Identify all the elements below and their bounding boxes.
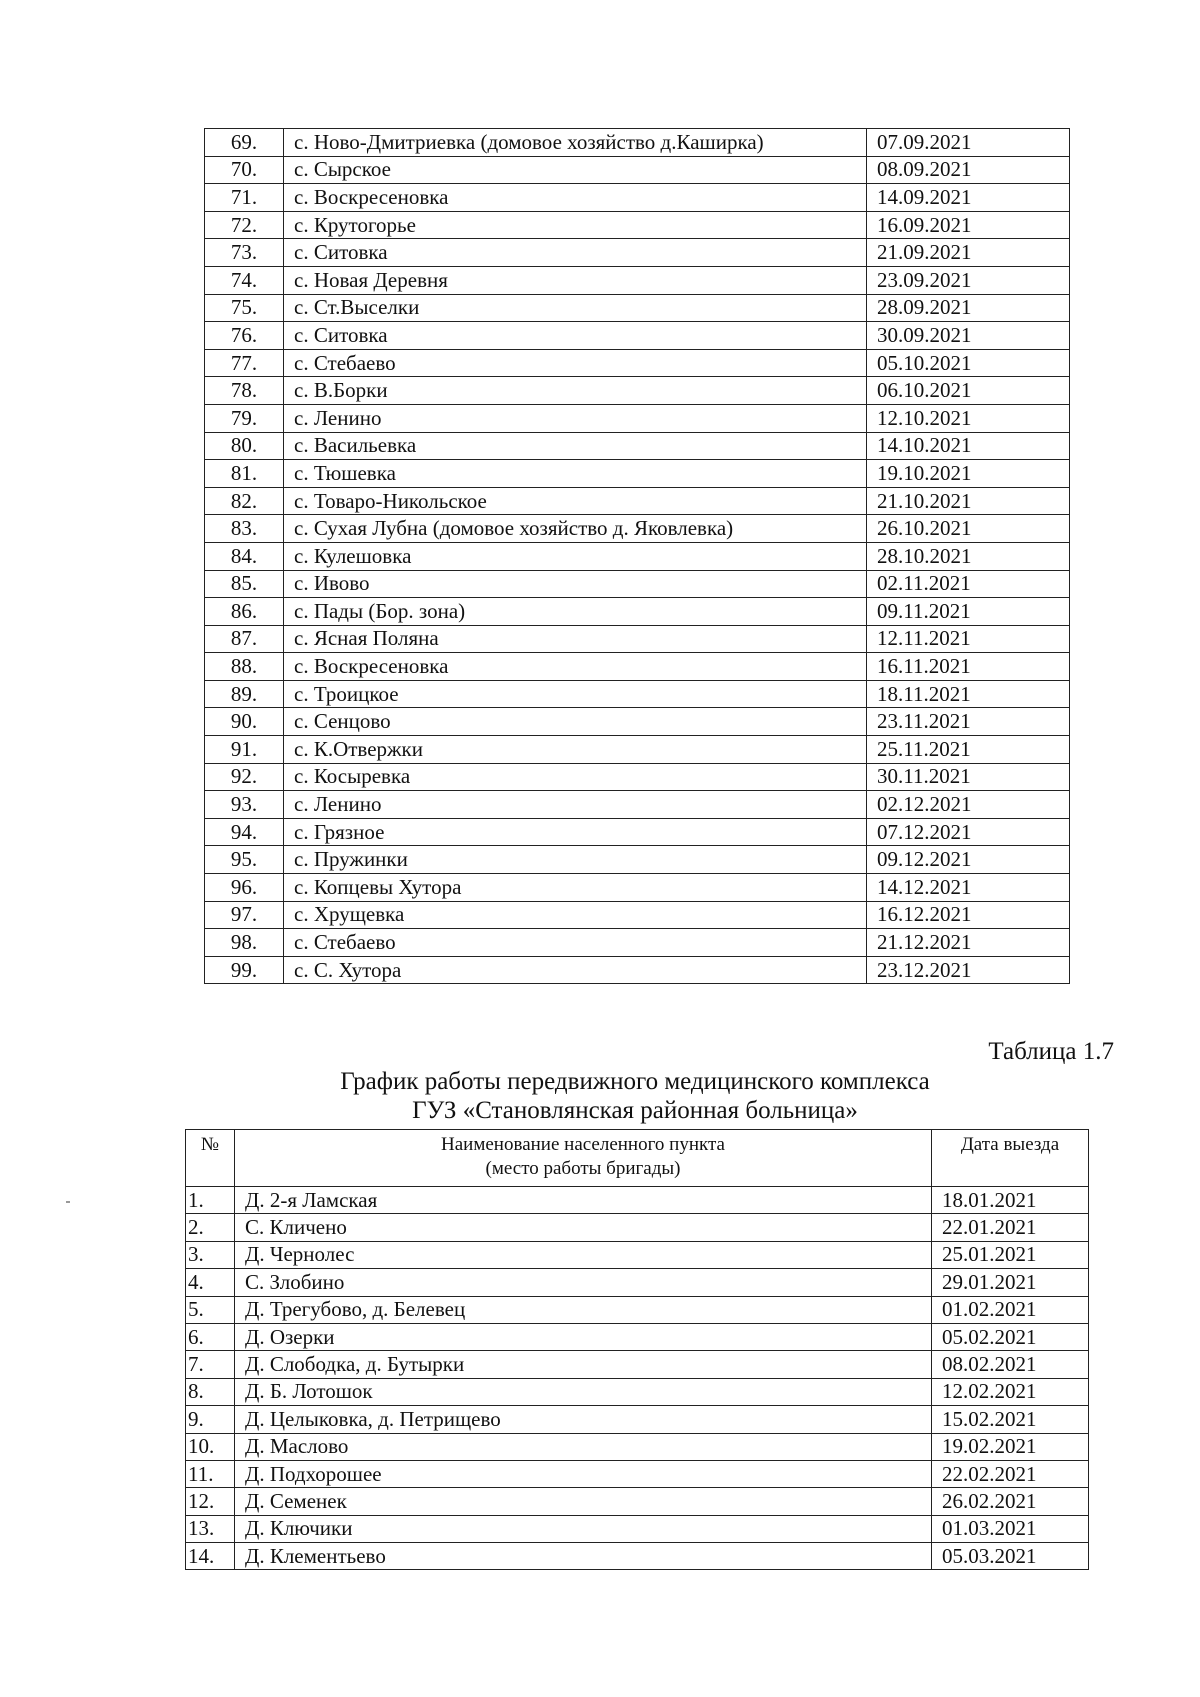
row-date: 28.09.2021 [867,294,1070,322]
row-number: 5. [186,1296,235,1323]
row-date: 30.09.2021 [867,322,1070,350]
row-date: 05.02.2021 [932,1323,1089,1350]
row-place: Д. Клементьево [235,1543,932,1570]
row-number: 6. [186,1323,235,1350]
row-date: 18.01.2021 [932,1187,1089,1214]
row-number: 98. [205,929,284,957]
row-place: Д. Трегубово, д. Белевец [235,1296,932,1323]
row-date: 09.12.2021 [867,846,1070,874]
header-place-line2: (место работы бригады) [485,1158,681,1179]
row-place: Д. Целыковка, д. Петрищево [235,1406,932,1433]
row-number: 90. [205,708,284,736]
row-place: Д. Б. Лотошок [235,1378,932,1405]
row-date: 08.09.2021 [867,156,1070,184]
row-date: 08.02.2021 [932,1351,1089,1378]
row-place: с. Сырское [284,156,867,184]
row-place: с. Сенцово [284,708,867,736]
row-number: 13. [186,1515,235,1542]
table-row [186,1406,1089,1433]
row-number: 75. [205,294,284,322]
row-number: 87. [205,625,284,653]
row-number: 84. [205,542,284,570]
table-row [205,542,1070,570]
row-place: с. Ново-Дмитриевка (домовое хозяйство д.Каширка) [284,129,867,157]
table-title-line2: ГУЗ «Становлянская районная больница» [412,1097,858,1124]
row-date: 29.01.2021 [932,1269,1089,1296]
row-date: 09.11.2021 [867,598,1070,626]
row-place: С. Кличено [235,1214,932,1241]
row-number: 73. [205,239,284,267]
table-row [205,791,1070,819]
table-row [205,322,1070,350]
table-row [186,1378,1089,1405]
row-number: 9. [186,1406,235,1433]
row-number: 89. [205,680,284,708]
row-place: с. Ст.Выселки [284,294,867,322]
row-number: 7. [186,1351,235,1378]
row-place: Д. Семенек [235,1488,932,1515]
row-place: с. С. Хутора [284,956,867,984]
row-place: с. Ситовка [284,239,867,267]
table-row [205,129,1070,157]
row-date: 23.11.2021 [867,708,1070,736]
row-place: с. Троицкое [284,680,867,708]
header-date: Дата выезда [932,1130,1089,1187]
table-number-label: Таблица 1.7 [988,1038,1114,1065]
table-row [186,1460,1089,1487]
row-date: 06.10.2021 [867,377,1070,405]
row-date: 25.01.2021 [932,1241,1089,1268]
row-date: 16.12.2021 [867,901,1070,929]
row-place: Д. 2-я Ламская [235,1187,932,1214]
table-row [205,763,1070,791]
row-place: с. Воскресеновка [284,184,867,212]
table-row [205,404,1070,432]
table-row [205,239,1070,267]
row-number: 95. [205,846,284,874]
table-row [205,349,1070,377]
header-place [235,1130,932,1187]
row-date: 16.11.2021 [867,653,1070,681]
row-place: Д. Озерки [235,1323,932,1350]
row-date: 01.02.2021 [932,1296,1089,1323]
row-place: с. Ситовка [284,322,867,350]
row-place: Д. Подхорошее [235,1460,932,1487]
table-row [205,736,1070,764]
row-place: с. Сухая Лубна (домовое хозяйство д. Яковлевка) [284,515,867,543]
row-number: 86. [205,598,284,626]
table-row [205,680,1070,708]
row-number: 76. [205,322,284,350]
row-date: 18.11.2021 [867,680,1070,708]
table-row [205,956,1070,984]
table-row [186,1214,1089,1241]
mobile-complex-schedule-table [185,1129,1089,1570]
row-place: с. К.Отвержки [284,736,867,764]
row-date: 19.10.2021 [867,460,1070,488]
row-date: 05.03.2021 [932,1543,1089,1570]
row-place: с. Кулешовка [284,542,867,570]
row-place: с. Васильевка [284,432,867,460]
table-row [205,598,1070,626]
table-row [186,1351,1089,1378]
row-place: с. Хрущевка [284,901,867,929]
row-date: 28.10.2021 [867,542,1070,570]
row-date: 22.01.2021 [932,1214,1089,1241]
scan-speck [66,1201,70,1203]
row-place: Д. Ключики [235,1515,932,1542]
row-number: 80. [205,432,284,460]
row-number: 71. [205,184,284,212]
row-date: 26.02.2021 [932,1488,1089,1515]
row-number: 82. [205,487,284,515]
table-row [205,625,1070,653]
table-header-row [186,1130,1089,1187]
row-place: с. Косыревка [284,763,867,791]
row-number: 99. [205,956,284,984]
row-place: с. Ленино [284,791,867,819]
row-place: с. Копцевы Хутора [284,874,867,902]
row-date: 21.12.2021 [867,929,1070,957]
table-row [205,487,1070,515]
row-date: 22.02.2021 [932,1460,1089,1487]
row-number: 96. [205,874,284,902]
row-place: с. Товаро-Никольское [284,487,867,515]
row-number: 94. [205,818,284,846]
row-place: с. Грязное [284,818,867,846]
row-place: Д. Чернолес [235,1241,932,1268]
row-number: 79. [205,404,284,432]
table-row [205,460,1070,488]
row-number: 81. [205,460,284,488]
row-date: 16.09.2021 [867,211,1070,239]
row-number: 4. [186,1269,235,1296]
table-row [205,432,1070,460]
row-date: 12.02.2021 [932,1378,1089,1405]
row-place: с. Крутогорье [284,211,867,239]
row-place: Д. Слободка, д. Бутырки [235,1351,932,1378]
table-row [186,1241,1089,1268]
row-place: с. Ивово [284,570,867,598]
row-number: 85. [205,570,284,598]
row-place: с. Стебаево [284,349,867,377]
row-number: 97. [205,901,284,929]
row-date: 21.10.2021 [867,487,1070,515]
row-number: 70. [205,156,284,184]
table-row [186,1269,1089,1296]
table-row [205,211,1070,239]
row-number: 78. [205,377,284,405]
row-date: 26.10.2021 [867,515,1070,543]
row-place: с. Стебаево [284,929,867,957]
row-place: с. Пружинки [284,846,867,874]
row-date: 01.03.2021 [932,1515,1089,1542]
table-row [205,570,1070,598]
row-place: с. В.Борки [284,377,867,405]
table-row [205,846,1070,874]
table-row [205,266,1070,294]
table-row [205,377,1070,405]
row-date: 05.10.2021 [867,349,1070,377]
table-row [186,1296,1089,1323]
table-row [205,294,1070,322]
row-number: 8. [186,1378,235,1405]
row-date: 12.10.2021 [867,404,1070,432]
schedule-table-continued [204,128,1070,984]
table-row [186,1323,1089,1350]
row-date: 07.09.2021 [867,129,1070,157]
table-row [186,1488,1089,1515]
table-row [186,1187,1089,1214]
header-place-line1: Наименование населенного пункта [441,1134,725,1155]
row-number: 92. [205,763,284,791]
row-place: С. Злобино [235,1269,932,1296]
row-number: 72. [205,211,284,239]
row-number: 3. [186,1241,235,1268]
mobile-complex-table-body [186,1187,1089,1570]
row-place: с. Пады (Бор. зона) [284,598,867,626]
row-date: 15.02.2021 [932,1406,1089,1433]
row-number: 83. [205,515,284,543]
row-date: 07.12.2021 [867,818,1070,846]
table-row [186,1543,1089,1570]
row-number: 2. [186,1214,235,1241]
row-date: 14.09.2021 [867,184,1070,212]
table-row [205,929,1070,957]
row-date: 02.11.2021 [867,570,1070,598]
table-row [205,156,1070,184]
row-number: 74. [205,266,284,294]
row-date: 21.09.2021 [867,239,1070,267]
row-number: 88. [205,653,284,681]
row-number: 77. [205,349,284,377]
row-number: 11. [186,1460,235,1487]
row-date: 19.02.2021 [932,1433,1089,1460]
row-place: с. Воскресеновка [284,653,867,681]
row-place: с. Новая Деревня [284,266,867,294]
header-number: № [186,1130,235,1187]
row-number: 93. [205,791,284,819]
row-number: 69. [205,129,284,157]
table-row [205,874,1070,902]
table-row [205,901,1070,929]
schedule-table-body [205,129,1070,984]
row-number: 1. [186,1187,235,1214]
row-date: 14.12.2021 [867,874,1070,902]
row-place: с. Ленино [284,404,867,432]
row-number: 10. [186,1433,235,1460]
row-number: 91. [205,736,284,764]
row-date: 23.09.2021 [867,266,1070,294]
row-place: Д. Маслово [235,1433,932,1460]
table-title-line1: График работы передвижного медицинского комплекса [340,1068,930,1095]
row-date: 30.11.2021 [867,763,1070,791]
table-row [205,653,1070,681]
table-row [205,708,1070,736]
row-number: 12. [186,1488,235,1515]
row-date: 23.12.2021 [867,956,1070,984]
table-row [205,184,1070,212]
table-row [186,1433,1089,1460]
table-row [205,515,1070,543]
row-date: 14.10.2021 [867,432,1070,460]
table-row [186,1515,1089,1542]
row-place: с. Ясная Поляна [284,625,867,653]
row-date: 25.11.2021 [867,736,1070,764]
row-number: 14. [186,1543,235,1570]
row-date: 02.12.2021 [867,791,1070,819]
row-place: с. Тюшевка [284,460,867,488]
row-date: 12.11.2021 [867,625,1070,653]
table-row [205,818,1070,846]
